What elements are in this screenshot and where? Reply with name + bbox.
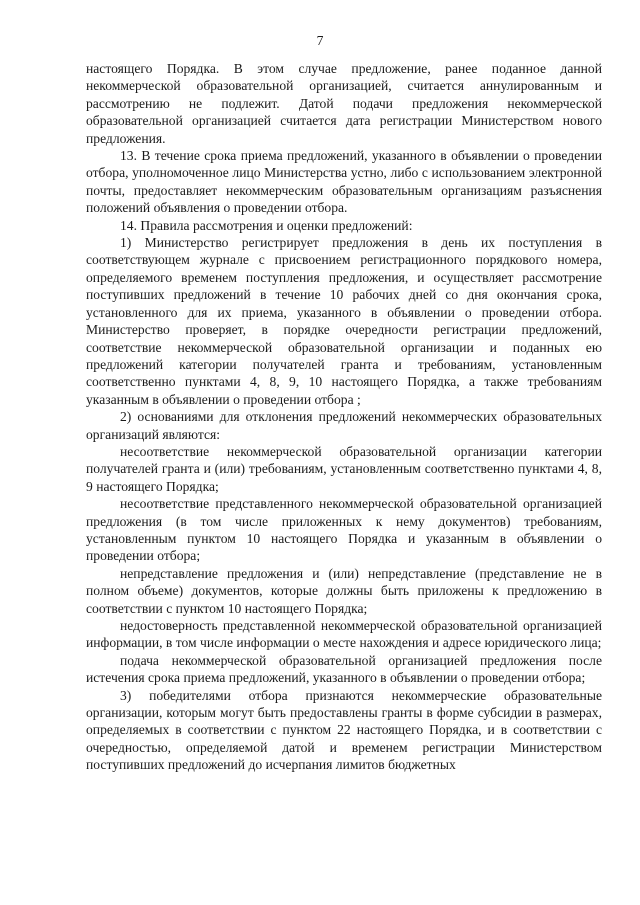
rejection-ground-2: несоответствие представленного некоммерческой образовательной организацией предложения (в том числе приложенных к нему документов) требованиям, установленным пунктом 10 настоящего Порядка и указанным в объявлении о проведении отбора; xyxy=(86,496,602,564)
rejection-ground-3: непредставление предложения и (или) непредставление (представление не в полном объеме) документов, которые должны быть приложены к предложению в соответствии с пунктом 10 настоящего Порядка; xyxy=(86,565,602,616)
rejection-ground-1: несоответствие некоммерческой образовательной организации категории получателей гранта и (или) требованиям, установленным соответственно пунктами 4, 8, 9 настоящего Порядка; xyxy=(86,443,602,494)
rejection-ground-4: недостоверность представленной некоммерческой образовательной организацией информации, в том числе информации о месте нахождения и адресе юридического лица; xyxy=(86,618,602,651)
rejection-ground-5: подача некоммерческой образовательной организацией предложения после истечения срока приема предложений, указанного в объявлении о проведении отбора; xyxy=(86,652,602,686)
page-number: 7 xyxy=(316,33,324,48)
paragraph-continuation: настоящего Порядка. В этом случае предложение, ранее поданное данной некоммерческой образовательной организацией, считается аннулированным и рассмотрению не подлежит. Датой подачи предложения некоммерческой образовательной организацией считается дата регистрации Министерством нового предложения. xyxy=(86,61,602,146)
paragraph-14-2: 2) основаниями для отклонения предложений некоммерческих образовательных организаций являются: xyxy=(86,409,602,442)
paragraph-14-heading: 14. Правила рассмотрения и оценки предложений: xyxy=(120,217,413,233)
paragraph-14-3: 3) победителями отбора признаются некоммерческие образовательные организации, которым могут быть предоставлены гранты в форме субсидии в размерах, определяемых в соответствии с пунктом 22 настоящего Порядка, и в соответствии с очередностью, определяемой датой и временем регистрации Министерством поступивших предложений до исчерпания лимитов бюджетных xyxy=(86,687,602,773)
paragraph-13: 13. В течение срока приема предложений, указанного в объявлении о проведении отбора, уполномоченное лицо Министерства устно, либо с использованием электронной почты, предоставляет некоммерческим образовательным организациям разъяснения положений объявления о проведении отбора. xyxy=(86,148,602,216)
document-body xyxy=(86,60,602,774)
paragraph-14-1: 1) Министерство регистрирует предложения в день их поступления в соответствующем журнале с присвоением регистрационного порядкового номера, определяемого временем поступления предложения, и осуществляет рассмотрение поступивших предложений в течение 10 рабочих дней со дня окончания срока, установленного для их приема, указанного в объявлении о проведении отбора. Министерство проверяет, в порядке очередности регистрации предложений, соответствие некоммерческой образовательной организации и поданных ею предложений категории получателей гранта и требованиям, установленным соответственно пунктами 4, 8, 9, 10 настоящего Порядка, а также требованиям указанным в объявлении о проведении отбора ; xyxy=(86,235,602,407)
